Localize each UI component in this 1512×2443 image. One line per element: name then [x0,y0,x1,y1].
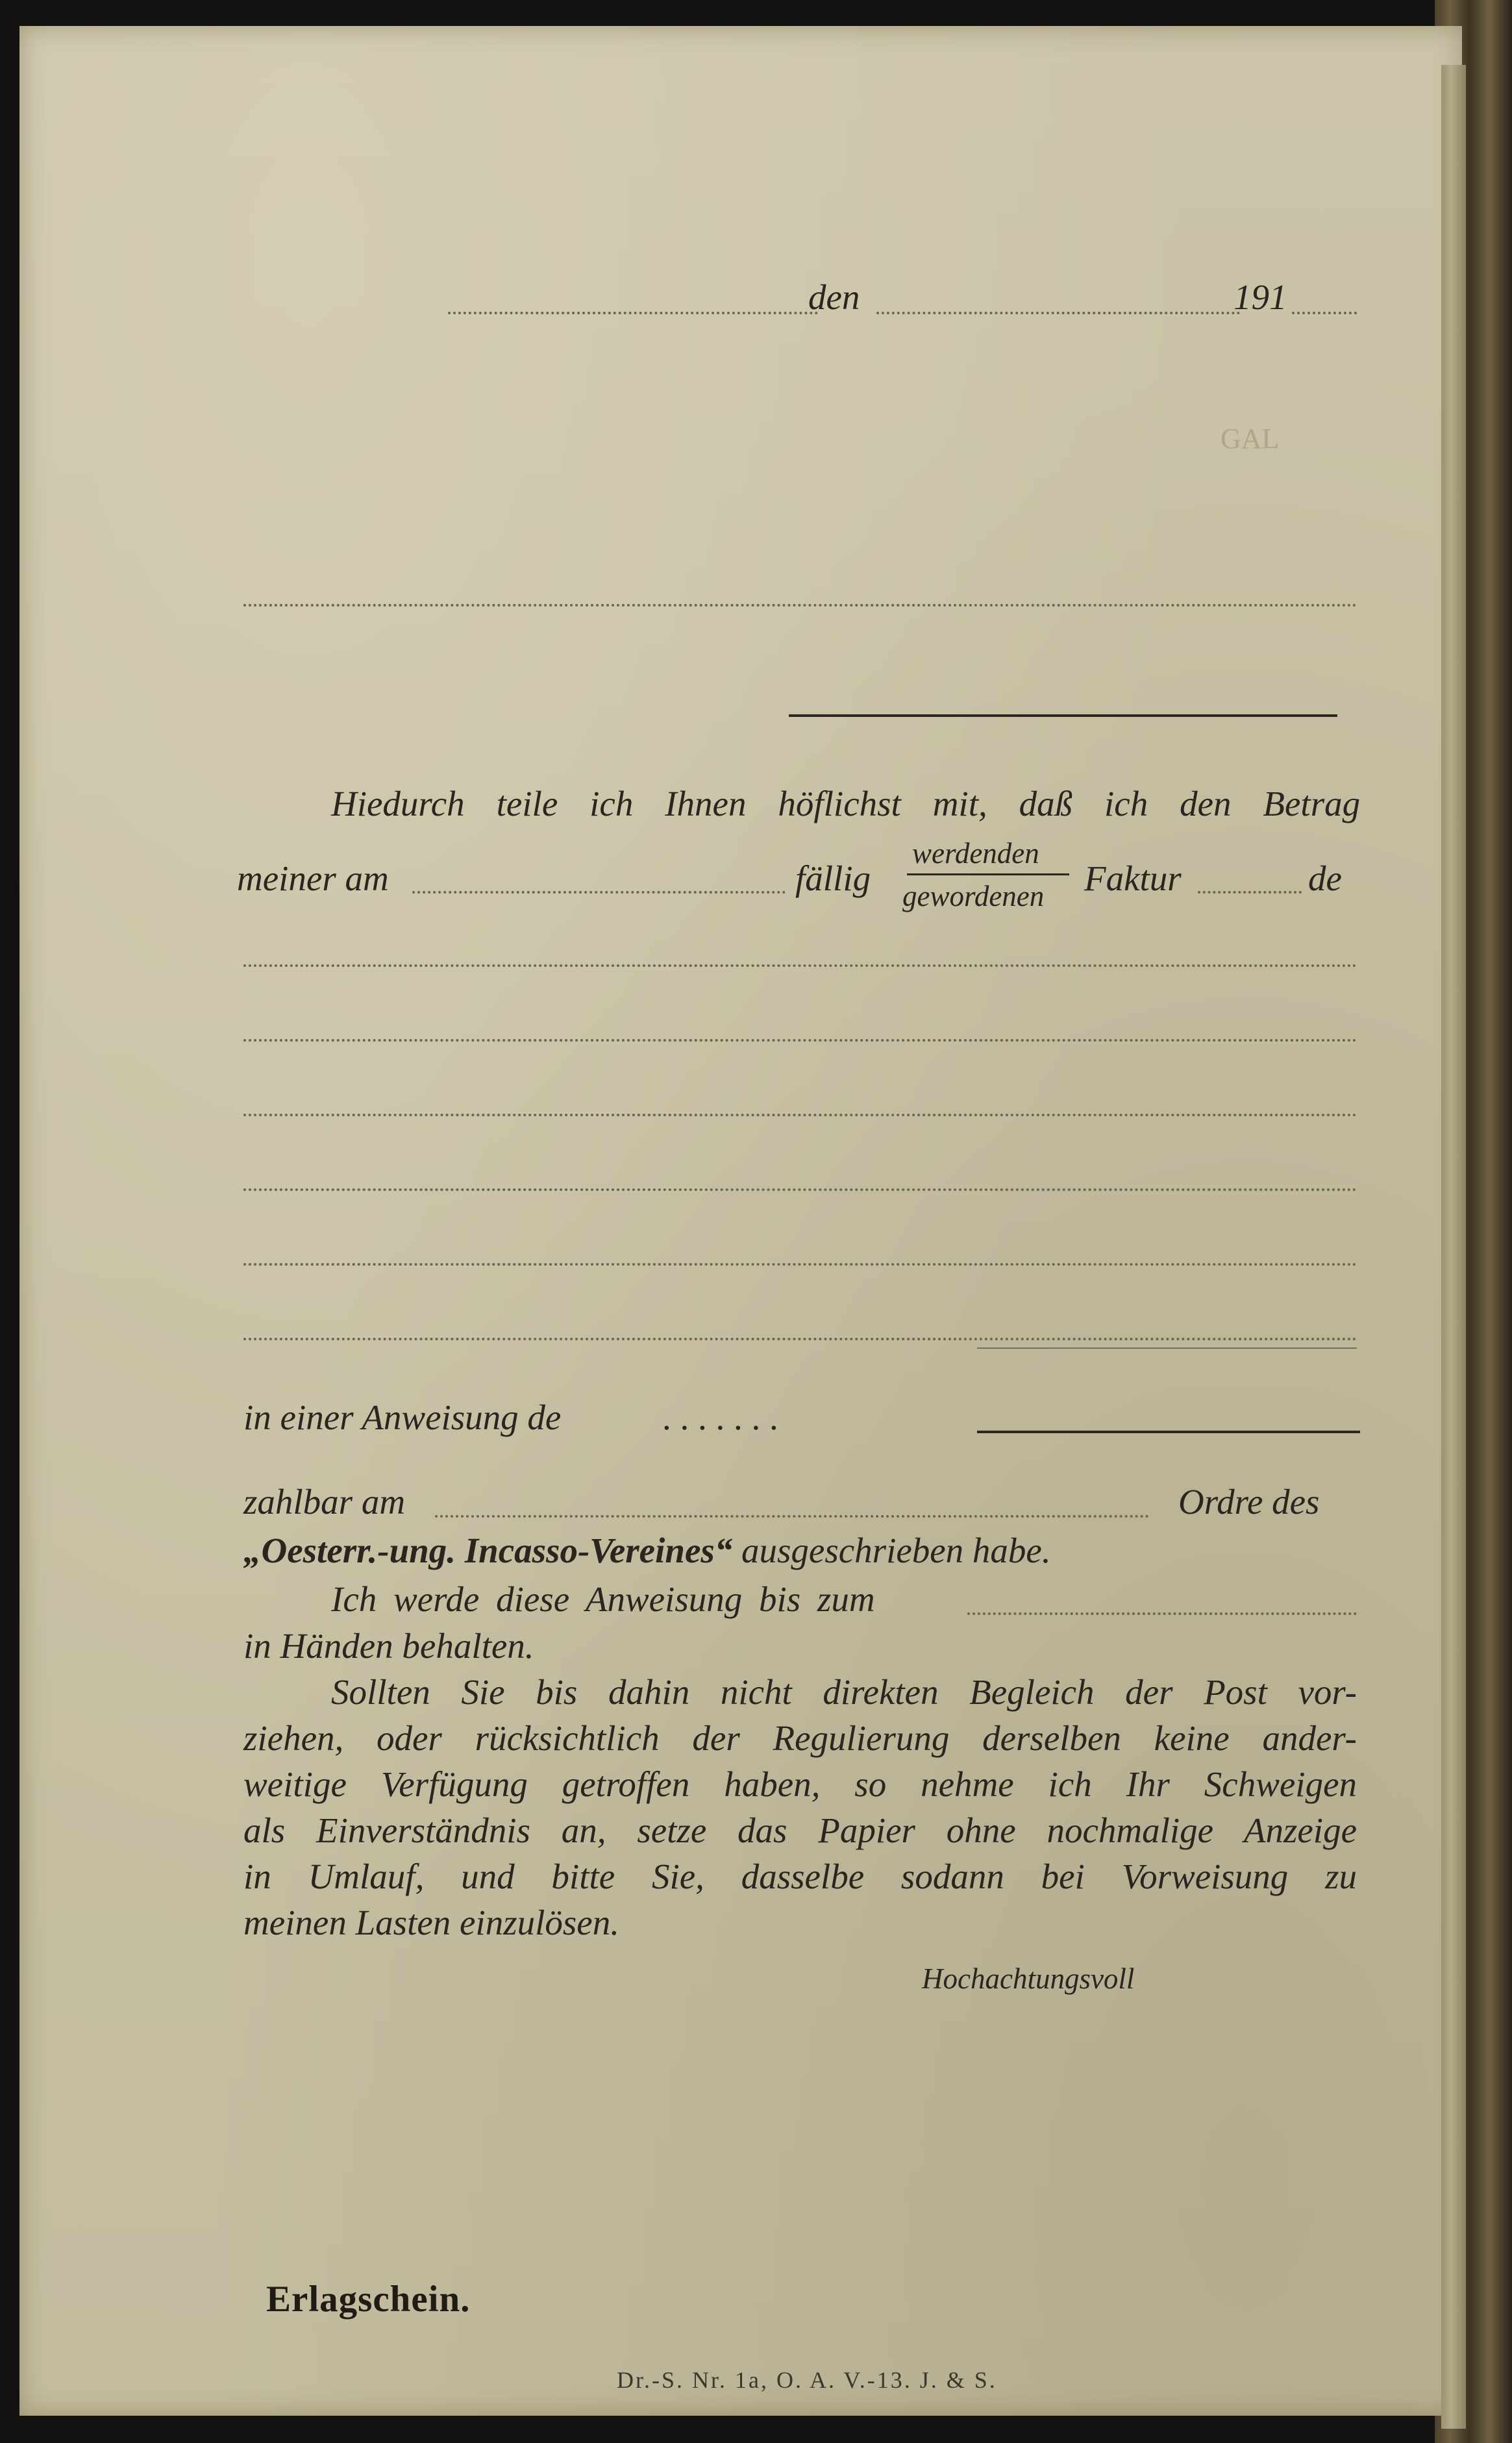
recipient-field[interactable] [243,604,1357,607]
word: Betrag [1263,784,1361,823]
blank-line-2[interactable] [243,1039,1357,1042]
ordre-label: Ordre des [1178,1482,1320,1522]
de-label: de [1308,858,1342,898]
form-page [19,26,1462,2416]
blank-line-6[interactable] [243,1338,1357,1340]
anweisung-label: in einer Anweisung de [243,1397,562,1437]
payable-date-field[interactable] [435,1515,1149,1518]
hold-until-field[interactable] [967,1612,1357,1615]
printer-mark: Dr.-S. Nr. 1a, O. A. V.-13. J. & S. [617,2367,997,2393]
invoice-date-field[interactable] [412,891,786,894]
blank-line-4[interactable] [243,1188,1357,1191]
gewordenen-label: gewordenen [902,880,1045,912]
werdenden-label: werdenden [912,837,1039,870]
word: mit, [932,784,987,823]
verein-line [243,1533,1051,1568]
blank-line-5[interactable] [243,1263,1357,1266]
word: Hiedurch [331,784,465,823]
body-line-2: in Händen behalten. [243,1626,534,1666]
signature-line[interactable] [789,714,1337,717]
word: ich [1104,784,1148,823]
verein-name: „Oesterr.-ung. Incasso-Vereines“ [243,1531,733,1570]
body-line-3: Sollten Sie bis dahin nicht direkten Begleich der Post vor- [331,1672,1357,1712]
amount-line[interactable] [977,1431,1360,1433]
body-line-5: weitige Verfügung getroffen haben, so nehme ich Ihr Schweigen [243,1764,1357,1804]
word: ich [589,784,634,823]
faint-stamp: GAL [1221,423,1280,455]
word: teile [496,784,558,823]
body-line-6: als Einverständnis an, setze das Papier ohne nochmalige Anzeige [243,1810,1357,1850]
blank-line-1[interactable] [243,964,1357,967]
meiner-am-label: meiner am [237,858,389,898]
intro-line [331,786,1360,821]
body-line-4: ziehen, oder rücksichtlich der Regulierung derselben keine ander- [243,1718,1357,1758]
word: daß [1019,784,1073,823]
word: höflichst [778,784,901,823]
den-label: den [808,277,860,317]
verein-suffix: ausgeschrieben habe. [741,1531,1051,1570]
form-title: Erlagschein. [266,2279,471,2320]
closing: Hochachtungsvoll [922,1962,1135,1995]
body-line-7: in Umlauf, und bitte Sie, dasselbe sodann bei Vorweisung zu [243,1857,1357,1896]
body-line-1: Ich werde diese Anweisung bis zum [331,1579,875,1619]
date-field[interactable] [876,312,1240,314]
faktur-label: Faktur [1084,858,1182,898]
anweisung-dots: . . . . . . . [662,1397,778,1437]
place-field[interactable] [448,312,818,314]
word: Ihnen [665,784,747,823]
fraction-bar [907,873,1069,875]
year-suffix-field[interactable] [1292,312,1357,314]
year-label: 191 [1233,277,1287,317]
faktur-field[interactable] [1198,891,1302,894]
sum-line-top [977,1347,1357,1349]
page-fold [1441,65,1466,2429]
word: den [1180,784,1232,823]
blank-line-3[interactable] [243,1114,1357,1116]
faellig-label: fällig [795,858,871,898]
body-line-8: meinen Lasten einzulösen. [243,1903,619,1942]
zahlbar-label: zahlbar am [243,1482,406,1522]
